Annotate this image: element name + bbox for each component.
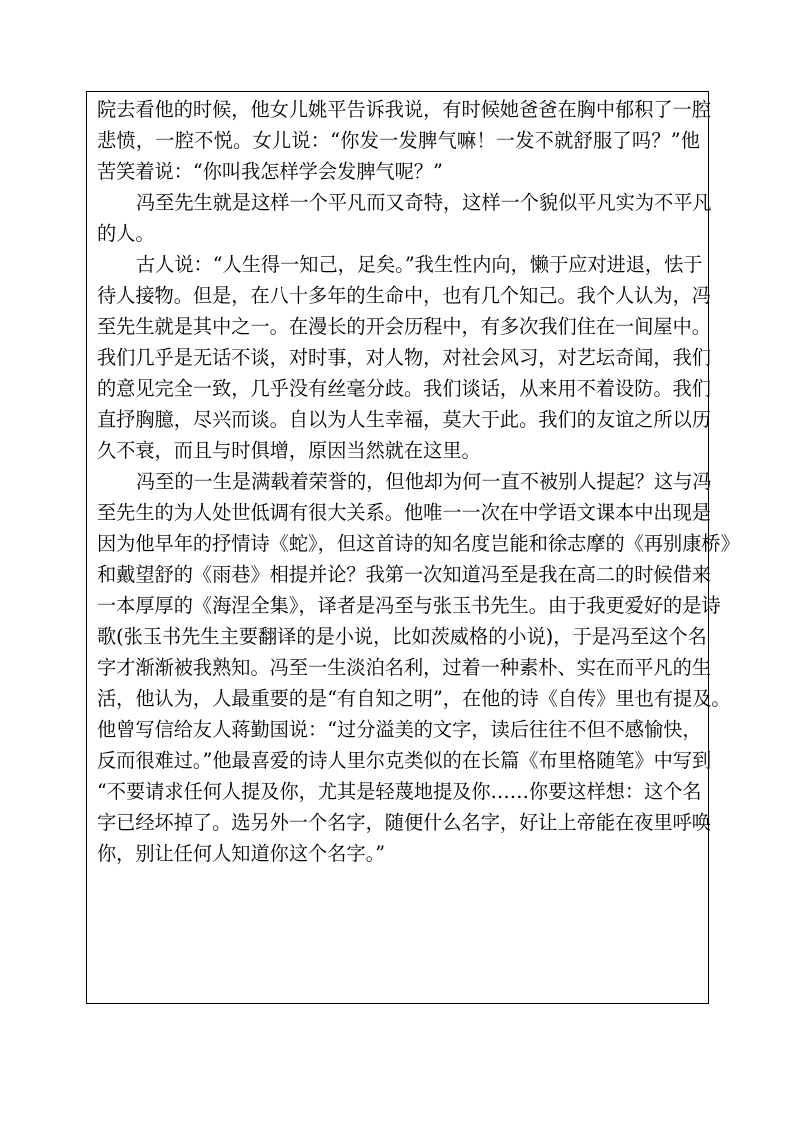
text-line: 一本厚厚的《海涅全集》，译者是冯至与张玉书先生。由于我更爱好的是诗 — [97, 594, 721, 617]
text-line: “不要请求任何人提及你，尤其是轻蔑地提及你……你要这样想：这个名 — [97, 780, 702, 803]
text-line: 的人。 — [97, 222, 155, 245]
text-line: 久不衰，而且与时俱增，原因当然就在这里。 — [97, 439, 481, 462]
text-line: 苦笑着说：“你叫我怎样学会发脾气呢？” — [97, 160, 443, 183]
text-line: 他曾写信给友人蒋勤国说：“过分溢美的文字，读后往往不但不感愉快， — [97, 718, 702, 741]
text-line: 悲愤，一腔不悦。女儿说：“你发一发脾气嘛！一发不就舒服了吗？”他 — [97, 129, 700, 152]
text-line: 字才渐渐被我熟知。冯至一生淡泊名利，过着一种素朴、实在而平凡的生 — [97, 656, 711, 679]
paragraph-first-line: 冯至的一生是满载着荣誉的，但他却为何一直不被别人提起？这与冯 — [136, 470, 712, 493]
text-box — [86, 91, 740, 1004]
paragraph-first-line: 冯至先生就是这样一个平凡而又奇特，这样一个貌似平凡实为不平凡 — [136, 191, 712, 214]
paragraph-first-line: 古人说：“人生得一知己，足矣。”我生性内向，懒于应对进退，怯于 — [136, 253, 703, 276]
text-line: 反而很难过。”他最喜爱的诗人里尔克类似的在长篇《布里格随笔》中写到 — [97, 749, 712, 772]
text-line: 字已经坏掉了。选另外一个名字，随便什么名字，好让上帝能在夜里呼唤 — [97, 811, 711, 834]
text-line: 歌(张玉书先生主要翻译的是小说，比如茨威格的小说)，于是冯至这个名 — [97, 625, 707, 648]
text-line: 的意见完全一致，几乎没有丝毫分歧。我们谈话，从来用不着设防。我们 — [97, 377, 711, 400]
text-line: 至先生的为人处世低调有很大关系。他唯一一次在中学语文课本中出现是 — [97, 501, 711, 524]
text-line: 和戴望舒的《雨巷》相提并论？我第一次知道冯至是我在高二的时候借来 — [97, 563, 711, 586]
text-line: 你，别让任何人知道你这个名字。” — [97, 842, 386, 865]
text-line: 待人接物。但是，在八十多年的生命中，也有几个知己。我个人认为，冯 — [97, 284, 711, 307]
text-line: 活，他认为，人最重要的是“有自知之明”，在他的诗《自传》里也有提及。 — [97, 687, 731, 710]
text-line: 因为他早年的抒情诗《蛇》，但这首诗的知名度岂能和徐志摩的《再别康桥》 — [97, 532, 740, 555]
text-line: 至先生就是其中之一。在漫长的开会历程中，有多次我们住在一间屋中。 — [97, 315, 711, 338]
text-line: 我们几乎是无话不谈，对时事，对人物，对社会风习，对艺坛奇闻，我们 — [97, 346, 711, 369]
text-line: 院去看他的时候，他女儿姚平告诉我说，有时候她爸爸在胸中郁积了一腔 — [97, 98, 711, 121]
text-line: 直抒胸臆，尽兴而谈。自以为人生幸福，莫大于此。我们的友谊之所以历 — [97, 408, 711, 431]
